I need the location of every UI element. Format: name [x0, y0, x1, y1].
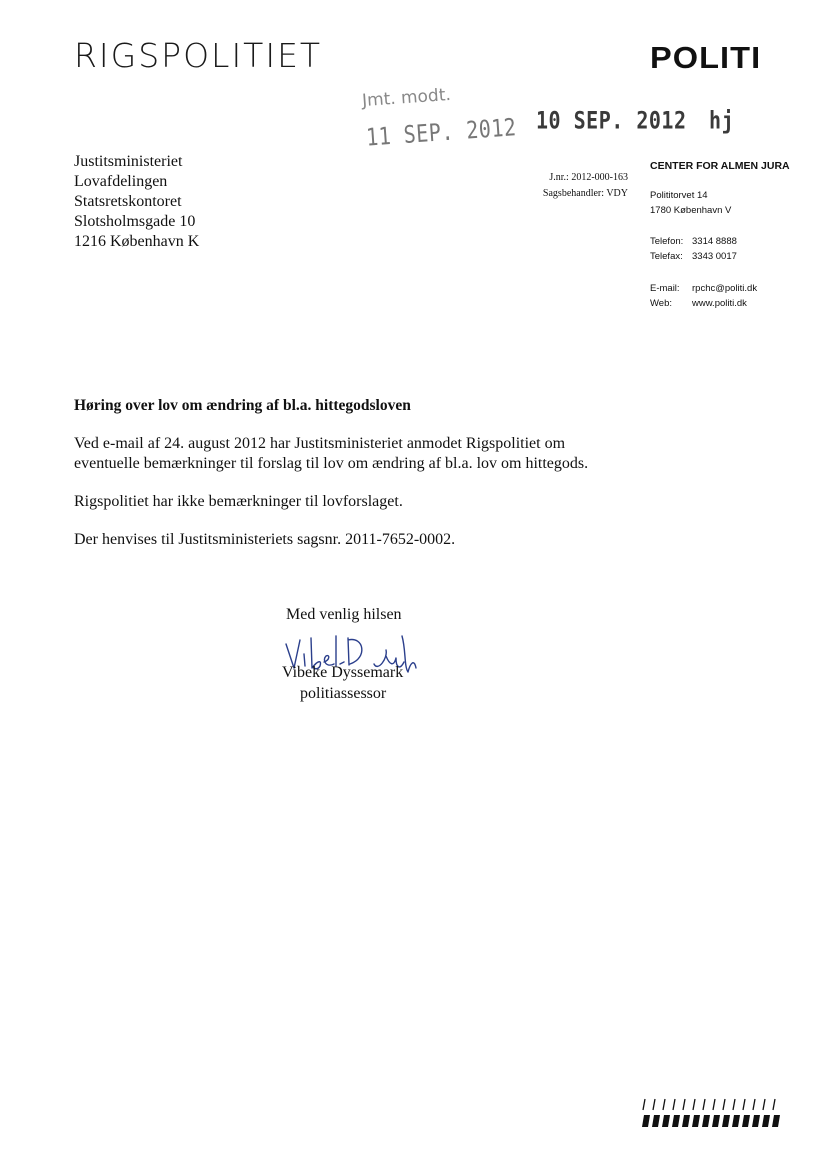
recipient-address [74, 152, 199, 252]
signer-name: Vibeke Dyssemark [282, 664, 404, 681]
received-stamp-label: Jmt. modt. [361, 84, 452, 112]
received-stamp-date: 11 SEP. 2012 [365, 112, 518, 152]
incoming-stamp-initials: hj [709, 105, 735, 135]
email-value: rpchc@politi.dk [692, 283, 758, 294]
closing-greeting: Med venlig hilsen [286, 606, 402, 623]
recipient-line: 1216 København K [74, 233, 200, 250]
paragraph-3: Der henvises til Justitsministeriets sagsnr. 2011-7652-0002. [74, 531, 456, 548]
recipient-line: Slotsholmsgade 10 [74, 213, 196, 230]
email-label: E-mail: [650, 283, 680, 294]
politi-logo: POLITI [650, 40, 762, 75]
email-row [650, 281, 757, 296]
recipient-line: Justitsministeriet [74, 153, 183, 170]
incoming-stamp-date: 10 SEP. 2012 [536, 105, 687, 135]
signer-title: politiassessor [300, 685, 387, 702]
barcode-graphic [640, 1097, 780, 1129]
sender-street: Polititorvet 14 [650, 190, 708, 201]
case-officer: Sagsbehandler: VDY [542, 188, 628, 199]
case-number: J.nr.: 2012-000-163 [549, 172, 628, 183]
phone-row [650, 234, 737, 249]
fax-label: Telefax: [650, 251, 683, 262]
fax-value: 3343 0017 [692, 251, 737, 262]
sender-address [650, 188, 731, 218]
letter-subject: Høring over lov om ændring af bl.a. hittegodsloven [74, 397, 411, 414]
web-label: Web: [650, 298, 673, 309]
case-reference [520, 170, 628, 202]
web-row [650, 296, 757, 311]
paragraph-2: Rigspolitiet har ikke bemærkninger til lovforslaget. [74, 493, 403, 510]
sender-online-block [650, 281, 757, 311]
incoming-stamp [536, 106, 734, 135]
paragraph-1 [74, 434, 634, 474]
department-name: CENTER FOR ALMEN JURA [650, 160, 790, 172]
sender-postal: 1780 København V [650, 205, 732, 216]
fax-row [650, 249, 737, 264]
paragraph-1-line-2: eventuelle bemærkninger til forslag til lov om ændring af bl.a. lov om hittegods. [74, 455, 589, 472]
recipient-line: Statsretskontoret [74, 193, 182, 210]
phone-value: 3314 8888 [692, 236, 737, 247]
paragraph-1-line-1: Ved e-mail af 24. august 2012 har Justitsministeriet anmodet Rigspolitiet om [74, 435, 566, 452]
sender-phone-block [650, 234, 737, 264]
organization-name: RIGSPOLITIET [74, 36, 323, 75]
web-value: www.politi.dk [692, 298, 747, 309]
phone-label: Telefon: [650, 236, 684, 247]
recipient-line: Lovafdelingen [74, 173, 168, 190]
